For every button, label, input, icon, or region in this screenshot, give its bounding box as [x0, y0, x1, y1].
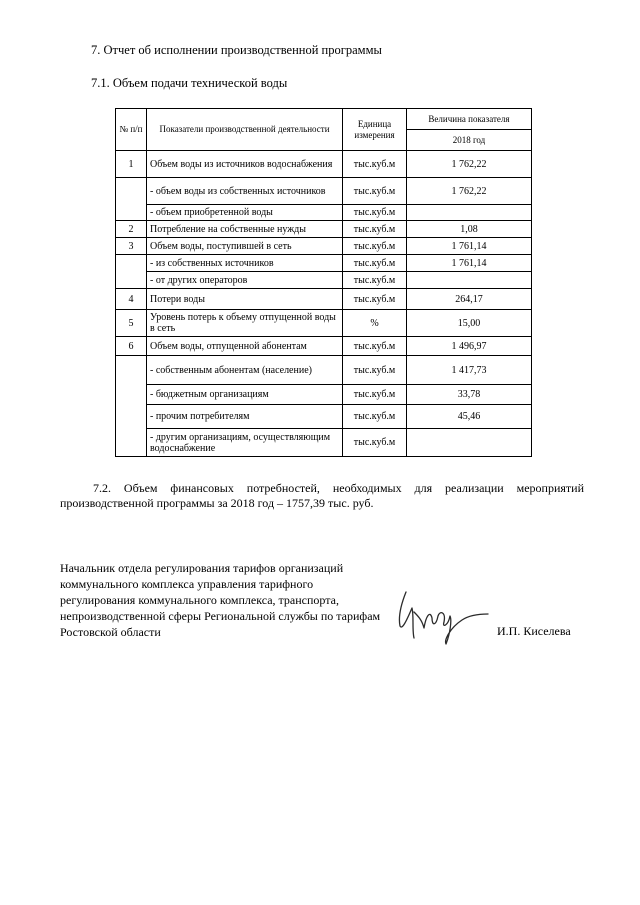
row-unit: % — [343, 310, 407, 337]
row-unit: тыс.куб.м — [343, 356, 407, 385]
row-unit: тыс.куб.м — [343, 272, 407, 289]
water-supply-table — [115, 108, 532, 457]
row-number: 1 — [116, 151, 147, 178]
row-indicator: - от других операторов — [147, 272, 343, 289]
table-row — [116, 385, 532, 405]
row-unit: тыс.куб.м — [343, 429, 407, 457]
table-row — [116, 178, 532, 205]
row-unit: тыс.куб.м — [343, 205, 407, 221]
row-indicator: Потребление на собственные нужды — [147, 221, 343, 238]
row-value: 45,46 — [407, 405, 532, 429]
col-header-unit: Единица измерения — [343, 109, 407, 151]
table-row — [116, 238, 532, 255]
row-value: 1 762,22 — [407, 151, 532, 178]
row-number: 6 — [116, 337, 147, 356]
row-indicator: - объем приобретенной воды — [147, 205, 343, 221]
row-number — [116, 255, 147, 289]
table-row — [116, 405, 532, 429]
table-row — [116, 289, 532, 310]
table-row — [116, 221, 532, 238]
row-indicator: - бюджетным организациям — [147, 385, 343, 405]
row-number — [116, 356, 147, 457]
row-unit: тыс.куб.м — [343, 337, 407, 356]
row-indicator: - прочим потребителям — [147, 405, 343, 429]
row-value: 1 496,97 — [407, 337, 532, 356]
row-number — [116, 178, 147, 221]
row-indicator: Объем воды, поступившей в сеть — [147, 238, 343, 255]
row-unit: тыс.куб.м — [343, 289, 407, 310]
row-value: 33,78 — [407, 385, 532, 405]
row-indicator: - другим организациям, осуществляющим водоснабжение — [147, 429, 343, 457]
handwritten-signature-icon — [392, 586, 492, 648]
row-indicator: Уровень потерь к объему отпущенной воды в сеть — [147, 310, 343, 337]
row-unit: тыс.куб.м — [343, 405, 407, 429]
row-value: 1,08 — [407, 221, 532, 238]
col-header-number: № п/п — [116, 109, 147, 151]
table-row — [116, 151, 532, 178]
financial-needs-paragraph: 7.2. Объем финансовых потребностей, необходимых для реализации мероприятий производственной программы за 2018 год – 1757,39 тыс. руб. — [60, 481, 584, 510]
row-number: 5 — [116, 310, 147, 337]
col-header-year: 2018 год — [407, 130, 532, 151]
signatory-name: И.П. Киселева — [497, 624, 571, 638]
section-heading-7: 7. Отчет об исполнении производственной программы — [91, 43, 382, 57]
row-indicator: - из собственных источников — [147, 255, 343, 272]
table-row — [116, 272, 532, 289]
section-heading-7-1: 7.1. Объем подачи технической воды — [91, 76, 288, 90]
table-row — [116, 356, 532, 385]
table-row — [116, 205, 532, 221]
row-value — [407, 205, 532, 221]
row-unit: тыс.куб.м — [343, 221, 407, 238]
row-unit: тыс.куб.м — [343, 151, 407, 178]
row-value: 264,17 — [407, 289, 532, 310]
row-number: 3 — [116, 238, 147, 255]
row-indicator: - собственным абонентам (население) — [147, 356, 343, 385]
row-unit: тыс.куб.м — [343, 385, 407, 405]
row-value — [407, 272, 532, 289]
row-value: 1 762,22 — [407, 178, 532, 205]
table-row — [116, 310, 532, 337]
table-row — [116, 255, 532, 272]
row-value: 1 417,73 — [407, 356, 532, 385]
row-indicator: Объем воды, отпущенной абонентам — [147, 337, 343, 356]
row-indicator: - объем воды из собственных источников — [147, 178, 343, 205]
row-number: 4 — [116, 289, 147, 310]
row-value — [407, 429, 532, 457]
signatory-title: Начальник отдела регулирования тарифов организаций коммунального комплекса управления тарифного регулирования коммунального комплекса, транспорта, непроизводственной сферы Региональной службы по тарифам Ростовской области — [60, 561, 381, 639]
row-value: 1 761,14 — [407, 238, 532, 255]
row-unit: тыс.куб.м — [343, 255, 407, 272]
row-indicator: Потери воды — [147, 289, 343, 310]
row-number: 2 — [116, 221, 147, 238]
table-row — [116, 429, 532, 457]
row-indicator: Объем воды из источников водоснабжения — [147, 151, 343, 178]
table-row — [116, 337, 532, 356]
row-value: 15,00 — [407, 310, 532, 337]
row-unit: тыс.куб.м — [343, 178, 407, 205]
col-header-indicator: Показатели производственной деятельности — [147, 109, 343, 151]
row-unit: тыс.куб.м — [343, 238, 407, 255]
row-value: 1 761,14 — [407, 255, 532, 272]
col-header-value: Величина показателя — [407, 109, 532, 130]
